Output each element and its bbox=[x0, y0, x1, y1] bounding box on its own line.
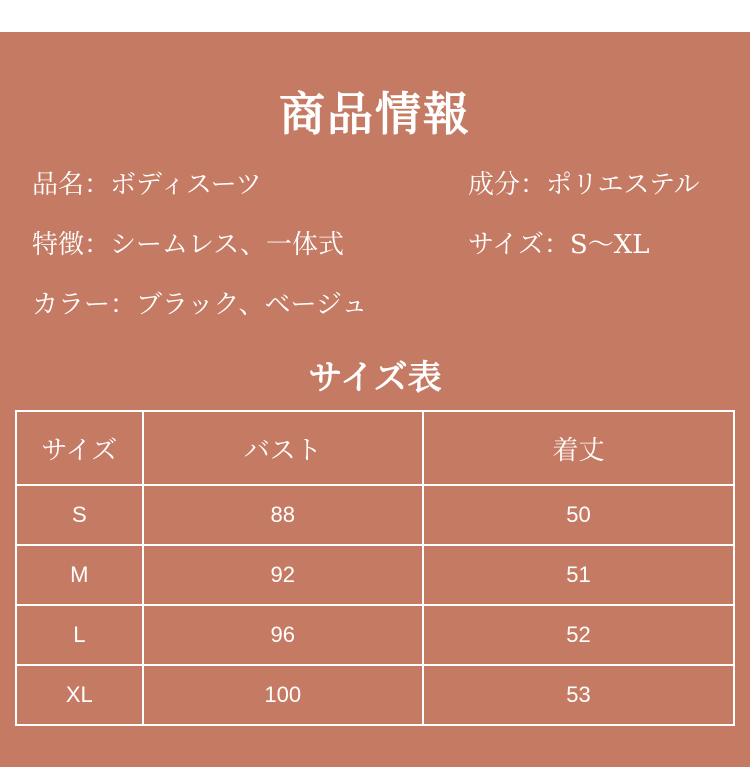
product-size-range: サイズ：S〜XL bbox=[468, 230, 650, 260]
cell-size: S bbox=[16, 485, 143, 545]
table-row bbox=[16, 605, 734, 665]
page-title: 商品情報 bbox=[279, 87, 471, 141]
cell-bust: 96 bbox=[143, 605, 423, 665]
header-bust: バスト bbox=[143, 411, 423, 485]
header-size: サイズ bbox=[16, 411, 143, 485]
size-table bbox=[15, 410, 735, 726]
product-colors: カラー：ブラック、ベージュ bbox=[32, 290, 368, 320]
cell-bust: 100 bbox=[143, 665, 423, 725]
product-features: 特徴：シームレス、一体式 bbox=[32, 230, 345, 260]
size-table-title: サイズ表 bbox=[308, 358, 442, 398]
table-row bbox=[16, 545, 734, 605]
product-info-panel bbox=[0, 32, 750, 767]
product-material: 成分：ポリエステル bbox=[468, 170, 700, 200]
cell-length: 52 bbox=[423, 605, 734, 665]
cell-length: 50 bbox=[423, 485, 734, 545]
cell-length: 53 bbox=[423, 665, 734, 725]
product-name: 品名：ボディスーツ bbox=[32, 170, 262, 200]
cell-size: XL bbox=[16, 665, 143, 725]
size-table-header-row bbox=[16, 411, 734, 485]
cell-length: 51 bbox=[423, 545, 734, 605]
table-row bbox=[16, 485, 734, 545]
table-row bbox=[16, 665, 734, 725]
cell-bust: 92 bbox=[143, 545, 423, 605]
header-length: 着丈 bbox=[423, 411, 734, 485]
cell-size: L bbox=[16, 605, 143, 665]
cell-size: M bbox=[16, 545, 143, 605]
cell-bust: 88 bbox=[143, 485, 423, 545]
